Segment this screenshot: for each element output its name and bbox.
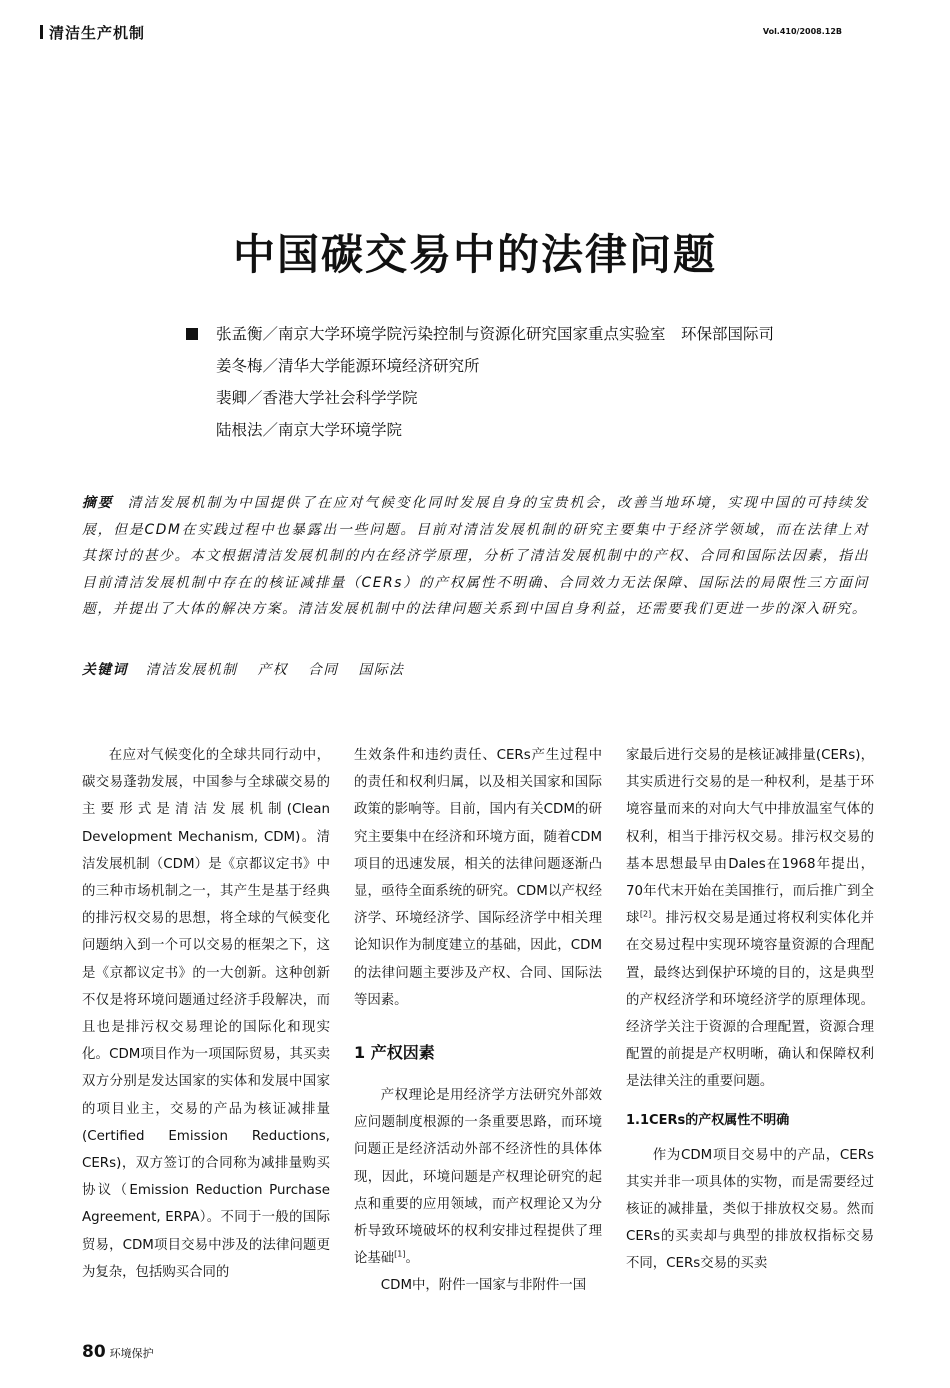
author-line-2: 姜冬梅／清华大学能源环境经济研究所 <box>216 357 480 375</box>
section-heading: 1 产权因素 <box>354 1043 435 1063</box>
page-number: 80 <box>82 1342 106 1362</box>
citation-ref-1[interactable]: [1] <box>394 1249 406 1259</box>
subsection-heading: 1.1CERs的产权属性不明确 <box>626 1112 790 1128</box>
paragraph-text-end: 。排污权交易是通过将权利实体化并在交易过程中实现环境容量资源的合理配置，最终达到保护环境的目的，这是典型的产权经济学和环境经济学的原理体现。经济学关注于资源的合理配置，资源合理配置的前提是产权明晰，确认和保障权利是法律关注的重要问题。 <box>626 911 874 1090</box>
body-paragraph: 在应对气候变化的全球共同行动中，碳交易蓬勃发展，中国参与全球碳交易的主要形式是清洁发展机制(Clean Development Mechanism, CDM)。清洁发展机制（CDM）是《京都议定书》中的三种市场机制之一，其产生是基于经典的排污权交易的思想，将全球的气候变化问题纳入到一个可以交易的框架之下，这是《京都议定书》的一大创新。这种创新不仅是将环境问题通过经济手段解决，而且也是排污权交易理论的国际化和现实化。CDM项目作为一项国际贸易，其买卖双方分别是发达国家的实体和发展中国家的项目业主，交易的产品为核证减排量(Certified Emission Reductions, CERs)，双方签订的合同称为减排量购买协议（Emission Reduction Purchase Agreement, ERPA）。不同于一般的国际贸易，CDM项目交易中涉及的法律问题更为复杂，包括购买合同的 <box>82 748 330 1280</box>
keyword-2: 产权 <box>257 662 289 678</box>
body-column-3 <box>626 742 874 1278</box>
keyword-1: 清洁发展机制 <box>145 662 238 678</box>
body-paragraph <box>354 1082 602 1272</box>
keyword-4: 国际法 <box>358 662 405 678</box>
paragraph-text-end: 。 <box>405 1251 419 1267</box>
body-paragraph: 作为CDM项目交易中的产品，CERs其实并非一项具体的实物，而是需要经过核证的减排量，类似于排放权交易。然而CERs的买卖却与典型的排放权指标交易不同，CERs交易的买卖 <box>626 1147 874 1272</box>
author-bullet-icon <box>186 328 198 340</box>
running-header-volume: Vol.410/2008.12B <box>762 27 842 36</box>
body-column-2 <box>354 742 602 1300</box>
journal-name: 环境保护 <box>109 1347 154 1360</box>
body-paragraph: CDM中，附件一国家与非附件一国 <box>380 1278 587 1294</box>
author-line-1 <box>186 318 774 350</box>
body-paragraph <box>626 742 874 1096</box>
abstract-text: 清洁发展机制为中国提供了在应对气候变化同时发展自身的宝贵机会，改善当地环境，实现中国的可持续发展，但是CDM在实践过程中也暴露出一些问题。目前对清洁发展机制的研究主要集中于经济学领域，而在法律上对其探讨的甚少。本文根据清洁发展机制的内在经济学原理，分析了清洁发展机制中的产权、合同和国际法因素，指出目前清洁发展机制中存在的核证减排量（CERs）的产权属性不明确、合同效力无法保障、国际法的局限性三方面问题，并提出了大体的解决方案。清洁发展机制中的法律问题关系到中国自身利益，还需要我们更进一步的深入研究。 <box>82 495 870 617</box>
body-column-1 <box>82 742 330 1286</box>
abstract-label: 摘要 <box>82 495 114 511</box>
keywords-label: 关键词 <box>82 662 128 678</box>
running-header-section <box>40 22 145 43</box>
header-bar-mark <box>40 25 43 39</box>
paragraph-text: 家最后进行交易的是核证减排量(CERs)，其实质进行交易的是一种权利，是基于环境容量而来的对向大气中排放温室气体的权利，相当于排污权交易。排污权交易的基本思想最早由Dales在1968年提出，70年代末开始在美国推行，而后推广到全球 <box>626 748 874 927</box>
author-line-4: 陆根法／南京大学环境学院 <box>216 421 403 439</box>
author-1: 张孟衡／南京大学环境学院污染控制与资源化研究国家重点实验室 环保部国际司 <box>216 325 775 343</box>
author-list <box>186 318 774 446</box>
abstract <box>82 490 869 623</box>
keywords <box>82 658 418 678</box>
author-line-3: 裴卿／香港大学社会科学学院 <box>216 389 418 407</box>
header-section-label: 清洁生产机制 <box>49 24 146 42</box>
paragraph-text: 产权理论是用经济学方法研究外部效应问题制度根源的一条重要思路，而环境问题正是经济活动外部不经济性的具体体现，因此，环境问题是产权理论研究的起点和重要的应用领域，而产权理论又为分析导致环境破坏的权利安排过程提供了理论基础 <box>354 1088 602 1267</box>
citation-ref-2[interactable]: [2] <box>639 909 652 919</box>
page-footer <box>82 1342 154 1362</box>
body-paragraph: 生效条件和违约责任、CERs产生过程中的责任和权利归属，以及相关国家和国际政策的影响等。目前，国内有关CDM的研究主要集中在经济和环境方面，随着CDM项目的迅速发展，相关的法律问题逐渐凸显，亟待全面系统的研究。CDM以产权经济学、环境经济学、国际经济学中相关理论知识作为制度建立的基础，因此，CDM的法律问题主要涉及产权、合同、国际法等因素。 <box>354 748 602 1008</box>
keyword-3: 合同 <box>307 662 339 678</box>
article-title: 中国碳交易中的法律问题 <box>232 230 717 279</box>
